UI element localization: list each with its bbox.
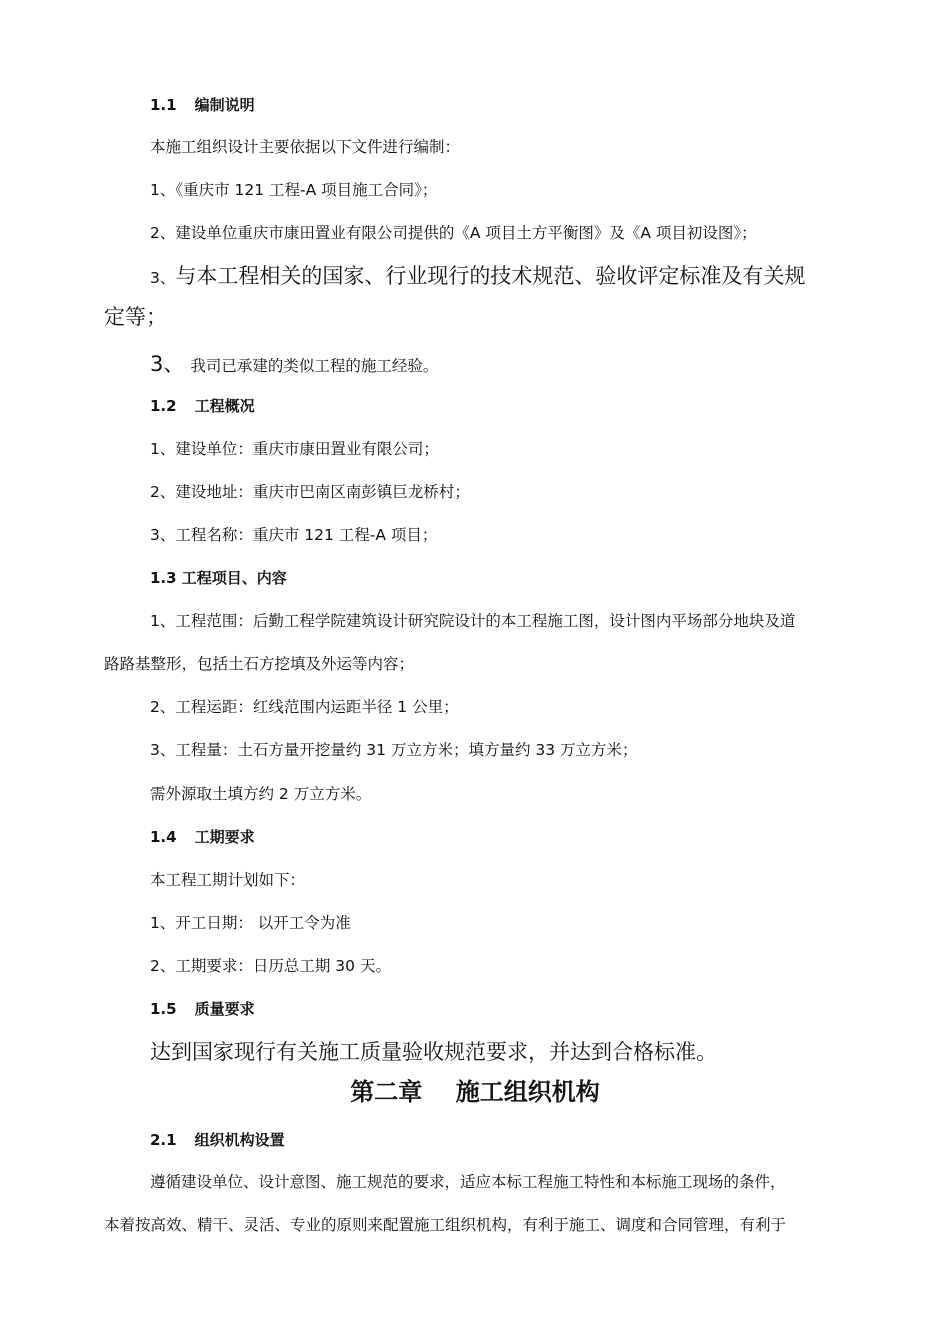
section-heading-1-3: 1.3 工程项目、内容 — [150, 569, 287, 587]
list-item: 1、工程范围：后勤工程学院建筑设计研究院设计的本工程施工图，设计图内平场部分地块及道 — [150, 612, 796, 630]
list-item: 2、建设地址：重庆市巴南区南彭镇巨龙桥村； — [150, 483, 470, 501]
list-marker: 3、 — [150, 352, 185, 376]
section-heading-1-5 — [150, 999, 255, 1019]
section-number: 2.1 — [150, 1131, 177, 1149]
section-heading-1-2 — [150, 396, 255, 416]
section-number: 1.5 — [150, 1000, 177, 1018]
list-item: 1、《重庆市 121 工程-A 项目施工合同》； — [150, 181, 438, 199]
section-title: 编制说明 — [194, 96, 255, 114]
section-title: 组织机构设置 — [194, 1131, 285, 1149]
list-item-continuation: 路路基整形，包括土石方挖填及外运等内容； — [104, 655, 415, 673]
chapter-title: 第二章 施工组织机构 — [350, 1078, 600, 1106]
section-number: 1.1 — [150, 96, 177, 114]
paragraph: 本工程工期计划如下： — [150, 871, 306, 889]
list-item — [150, 350, 438, 378]
section-heading-2-1 — [150, 1130, 285, 1150]
list-item: 1、建设单位：重庆市康田置业有限公司； — [150, 440, 439, 458]
section-title: 工期要求 — [194, 828, 255, 846]
section-heading-1-1 — [150, 95, 255, 115]
paragraph: 本施工组织设计主要依据以下文件进行编制： — [150, 138, 461, 156]
paragraph-continuation: 本着按高效、精干、灵活、专业的原则来配置施工组织机构，有利于施工、调度和合同管理，有利于 — [104, 1216, 787, 1234]
section-heading-1-4 — [150, 827, 255, 847]
list-item: 1、开工日期： 以开工令为准 — [150, 914, 351, 932]
list-item: 3、工程量：土石方量开挖量约 31 万立方米；填方量约 33 万立方米； — [150, 741, 638, 759]
section-title: 工程概况 — [194, 397, 255, 415]
paragraph: 达到国家现行有关施工质量验收规范要求，并达到合格标准。 — [150, 1040, 717, 1064]
paragraph: 遵循建设单位、设计意图、施工规范的要求，适应本标工程施工特性和本标施工现场的条件， — [150, 1173, 786, 1191]
list-item — [150, 262, 805, 290]
list-marker: 3、 — [150, 269, 176, 287]
paragraph: 需外源取土填方约 2 万立方米。 — [150, 785, 372, 803]
list-item: 2、建设单位重庆市康田置业有限公司提供的《A 项目土方平衡图》及《A 项目初设图》； — [150, 224, 757, 242]
section-title: 质量要求 — [194, 1000, 255, 1018]
section-number: 1.4 — [150, 828, 177, 846]
list-item: 3、工程名称：重庆市 121 工程-A 项目； — [150, 526, 438, 544]
section-number: 1.2 — [150, 397, 177, 415]
list-item-continuation: 定等； — [104, 305, 167, 329]
list-item: 2、工期要求：日历总工期 30 天。 — [150, 957, 391, 975]
list-item-text: 我司已承建的类似工程的施工经验。 — [190, 357, 439, 375]
list-item-text: 与本工程相关的国家、行业现行的技术规范、验收评定标准及有关规 — [175, 264, 806, 288]
list-item: 2、工程运距：红线范围内运距半径 1 公里； — [150, 698, 459, 716]
